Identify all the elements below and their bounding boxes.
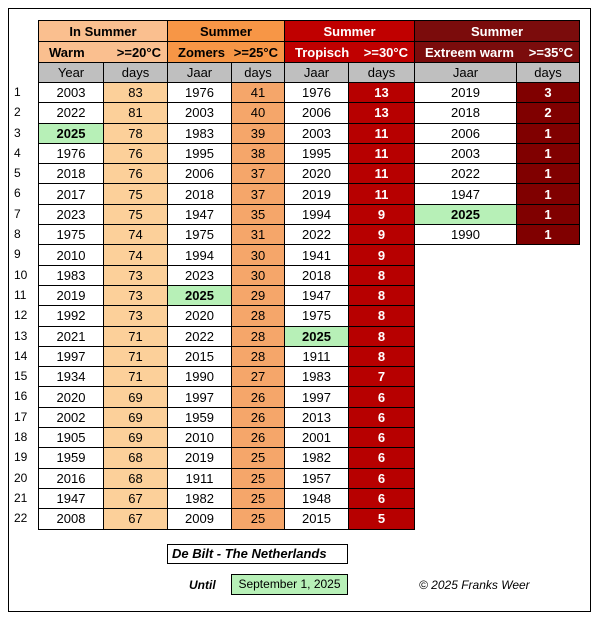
year-cell: 1975 bbox=[285, 306, 349, 326]
days-cell: 6 bbox=[349, 488, 415, 508]
table-row bbox=[39, 123, 168, 143]
days-cell: 2 bbox=[517, 103, 580, 123]
year-cell: 2019 bbox=[285, 184, 349, 204]
days-cell: 69 bbox=[104, 407, 168, 427]
subtitle-threshold: >=35°C bbox=[528, 44, 573, 60]
table-row bbox=[39, 346, 168, 366]
year-cell: 2022 bbox=[415, 164, 517, 184]
days-cell: 71 bbox=[104, 326, 168, 346]
table-row bbox=[285, 164, 415, 184]
days-cell: 40 bbox=[232, 103, 285, 123]
table-row bbox=[39, 204, 168, 224]
year-cell: 2003 bbox=[285, 123, 349, 143]
subtitle-left: Tropisch bbox=[295, 44, 350, 60]
year-cell: 2020 bbox=[39, 387, 104, 407]
table-row bbox=[285, 326, 415, 346]
year-cell: 1994 bbox=[285, 204, 349, 224]
year-cell: 1983 bbox=[168, 123, 232, 143]
column-header-year: Jaar bbox=[285, 63, 349, 83]
table-row bbox=[285, 245, 415, 265]
days-cell: 73 bbox=[104, 306, 168, 326]
column-header-year: Year bbox=[39, 63, 104, 83]
year-cell: 2020 bbox=[168, 306, 232, 326]
days-cell: 39 bbox=[232, 123, 285, 143]
table-subtitle bbox=[285, 42, 415, 63]
days-cell: 6 bbox=[349, 428, 415, 448]
row-number: 19 bbox=[14, 450, 28, 465]
table-row bbox=[39, 407, 168, 427]
days-cell: 8 bbox=[349, 265, 415, 285]
row-number: 16 bbox=[14, 389, 28, 404]
table-row bbox=[168, 407, 285, 427]
year-cell: 1948 bbox=[285, 488, 349, 508]
row-number: 7 bbox=[14, 206, 21, 221]
days-cell: 83 bbox=[104, 83, 168, 103]
table-row bbox=[285, 306, 415, 326]
row-number: 22 bbox=[14, 511, 28, 526]
days-cell: 5 bbox=[349, 509, 415, 529]
year-cell: 1947 bbox=[168, 204, 232, 224]
table-row bbox=[168, 184, 285, 204]
table-row bbox=[168, 123, 285, 143]
days-cell: 71 bbox=[104, 346, 168, 366]
year-cell: 1990 bbox=[168, 367, 232, 387]
days-cell: 81 bbox=[104, 103, 168, 123]
year-cell: 2018 bbox=[285, 265, 349, 285]
table-row bbox=[39, 387, 168, 407]
days-cell: 1 bbox=[517, 143, 580, 163]
subtitle-threshold: >=30°C bbox=[363, 44, 408, 60]
table-row bbox=[285, 407, 415, 427]
table-row bbox=[168, 326, 285, 346]
table-row bbox=[285, 387, 415, 407]
row-number: 4 bbox=[14, 145, 21, 160]
days-cell: 1 bbox=[517, 123, 580, 143]
year-cell: 2015 bbox=[168, 346, 232, 366]
year-cell: 1997 bbox=[285, 387, 349, 407]
table-row bbox=[285, 225, 415, 245]
table-row bbox=[39, 143, 168, 163]
days-cell: 11 bbox=[349, 164, 415, 184]
table-subtitle bbox=[168, 42, 285, 63]
days-cell: 9 bbox=[349, 245, 415, 265]
year-cell: 2025 bbox=[39, 123, 104, 143]
year-cell: 1997 bbox=[168, 387, 232, 407]
until-label: Until bbox=[189, 578, 216, 592]
days-cell: 78 bbox=[104, 123, 168, 143]
days-cell: 8 bbox=[349, 306, 415, 326]
row-number: 12 bbox=[14, 308, 28, 323]
table-row bbox=[415, 143, 580, 163]
year-cell: 2021 bbox=[39, 326, 104, 346]
column-header-days: days bbox=[104, 63, 168, 83]
days-cell: 25 bbox=[232, 509, 285, 529]
days-cell: 28 bbox=[232, 326, 285, 346]
days-cell: 68 bbox=[104, 448, 168, 468]
days-cell: 11 bbox=[349, 184, 415, 204]
year-cell: 1959 bbox=[39, 448, 104, 468]
table-row bbox=[285, 83, 415, 103]
table-row bbox=[168, 204, 285, 224]
table-row bbox=[168, 346, 285, 366]
days-cell: 25 bbox=[232, 468, 285, 488]
row-number: 3 bbox=[14, 125, 21, 140]
year-cell: 2010 bbox=[39, 245, 104, 265]
row-number: 14 bbox=[14, 348, 28, 363]
row-number: 8 bbox=[14, 227, 21, 242]
days-cell: 73 bbox=[104, 285, 168, 305]
year-cell: 2025 bbox=[285, 326, 349, 346]
days-cell: 69 bbox=[104, 387, 168, 407]
days-cell: 67 bbox=[104, 488, 168, 508]
days-cell: 37 bbox=[232, 184, 285, 204]
table-row bbox=[285, 265, 415, 285]
table-row bbox=[39, 225, 168, 245]
days-cell: 68 bbox=[104, 468, 168, 488]
table-title: In Summer bbox=[39, 21, 168, 42]
table-row bbox=[415, 184, 580, 204]
days-cell: 29 bbox=[232, 285, 285, 305]
row-number: 13 bbox=[14, 328, 28, 343]
days-cell: 26 bbox=[232, 428, 285, 448]
year-cell: 1911 bbox=[285, 346, 349, 366]
table-row bbox=[39, 83, 168, 103]
days-cell: 25 bbox=[232, 488, 285, 508]
row-number: 21 bbox=[14, 490, 28, 505]
year-cell: 2013 bbox=[285, 407, 349, 427]
year-cell: 1934 bbox=[39, 367, 104, 387]
table-row bbox=[168, 164, 285, 184]
days-cell: 13 bbox=[349, 83, 415, 103]
days-cell: 9 bbox=[349, 225, 415, 245]
days-cell: 11 bbox=[349, 143, 415, 163]
days-cell: 30 bbox=[232, 245, 285, 265]
table-row bbox=[415, 204, 580, 224]
year-cell: 1976 bbox=[285, 83, 349, 103]
days-cell: 69 bbox=[104, 428, 168, 448]
table-row bbox=[285, 346, 415, 366]
table-title: Summer bbox=[168, 21, 285, 42]
days-cell: 30 bbox=[232, 265, 285, 285]
year-cell: 2023 bbox=[168, 265, 232, 285]
table-tropisch bbox=[284, 20, 415, 530]
table-row bbox=[285, 143, 415, 163]
table-row bbox=[168, 488, 285, 508]
table-row bbox=[39, 367, 168, 387]
year-cell: 1957 bbox=[285, 468, 349, 488]
location-label: De Bilt - The Netherlands bbox=[167, 544, 348, 564]
row-number-column bbox=[14, 82, 36, 529]
year-cell: 2017 bbox=[39, 184, 104, 204]
days-cell: 7 bbox=[349, 367, 415, 387]
days-cell: 28 bbox=[232, 346, 285, 366]
table-row bbox=[39, 488, 168, 508]
days-cell: 9 bbox=[349, 204, 415, 224]
year-cell: 2006 bbox=[168, 164, 232, 184]
year-cell: 2015 bbox=[285, 509, 349, 529]
days-cell: 74 bbox=[104, 245, 168, 265]
row-number: 17 bbox=[14, 409, 28, 424]
table-row bbox=[168, 225, 285, 245]
subtitle-left: Extreem warm bbox=[425, 44, 514, 60]
year-cell: 2003 bbox=[415, 143, 517, 163]
year-cell: 2002 bbox=[39, 407, 104, 427]
table-row bbox=[39, 103, 168, 123]
column-header-days: days bbox=[232, 63, 285, 83]
table-row bbox=[285, 448, 415, 468]
table-row bbox=[168, 387, 285, 407]
days-cell: 25 bbox=[232, 448, 285, 468]
date-cell: September 1, 2025 bbox=[231, 574, 348, 595]
year-cell: 2023 bbox=[39, 204, 104, 224]
year-cell: 1992 bbox=[39, 306, 104, 326]
days-cell: 76 bbox=[104, 164, 168, 184]
table-row bbox=[168, 265, 285, 285]
row-number: 9 bbox=[14, 247, 21, 262]
days-cell: 1 bbox=[517, 164, 580, 184]
year-cell: 2006 bbox=[415, 123, 517, 143]
table-row bbox=[39, 509, 168, 529]
year-cell: 1911 bbox=[168, 468, 232, 488]
year-cell: 1976 bbox=[168, 83, 232, 103]
table-row bbox=[168, 245, 285, 265]
year-cell: 2020 bbox=[285, 164, 349, 184]
year-cell: 1976 bbox=[39, 143, 104, 163]
days-cell: 6 bbox=[349, 468, 415, 488]
table-row bbox=[285, 509, 415, 529]
row-number: 15 bbox=[14, 369, 28, 384]
table-row bbox=[168, 103, 285, 123]
table-extreem-warm bbox=[414, 20, 580, 245]
subtitle-threshold: >=25°C bbox=[233, 44, 278, 60]
days-cell: 26 bbox=[232, 407, 285, 427]
table-row bbox=[39, 448, 168, 468]
days-cell: 31 bbox=[232, 225, 285, 245]
year-cell: 1947 bbox=[285, 285, 349, 305]
days-cell: 26 bbox=[232, 387, 285, 407]
row-number: 1 bbox=[14, 85, 21, 99]
year-cell: 1947 bbox=[415, 184, 517, 204]
table-row bbox=[39, 285, 168, 305]
table-row bbox=[39, 265, 168, 285]
year-cell: 1982 bbox=[168, 488, 232, 508]
year-cell: 2009 bbox=[168, 509, 232, 529]
table-row bbox=[39, 428, 168, 448]
table-row bbox=[285, 468, 415, 488]
days-cell: 1 bbox=[517, 204, 580, 224]
days-cell: 35 bbox=[232, 204, 285, 224]
table-row bbox=[285, 103, 415, 123]
subtitle-left: Zomers bbox=[178, 44, 225, 60]
days-cell: 13 bbox=[349, 103, 415, 123]
table-row bbox=[168, 285, 285, 305]
row-number: 6 bbox=[14, 186, 21, 201]
year-cell: 1983 bbox=[39, 265, 104, 285]
year-cell: 2001 bbox=[285, 428, 349, 448]
table-row bbox=[39, 326, 168, 346]
year-cell: 1995 bbox=[168, 143, 232, 163]
year-cell: 2022 bbox=[285, 225, 349, 245]
row-number: 10 bbox=[14, 267, 28, 282]
days-cell: 75 bbox=[104, 184, 168, 204]
year-cell: 2003 bbox=[168, 103, 232, 123]
year-cell: 1947 bbox=[39, 488, 104, 508]
year-cell: 2006 bbox=[285, 103, 349, 123]
subtitle-left: Warm bbox=[49, 44, 85, 60]
table-row bbox=[285, 285, 415, 305]
days-cell: 67 bbox=[104, 509, 168, 529]
table-row bbox=[415, 103, 580, 123]
column-header-year: Jaar bbox=[415, 63, 517, 83]
table-warm bbox=[38, 20, 168, 530]
year-cell: 1975 bbox=[168, 225, 232, 245]
days-cell: 73 bbox=[104, 265, 168, 285]
days-cell: 27 bbox=[232, 367, 285, 387]
days-cell: 38 bbox=[232, 143, 285, 163]
table-zomers bbox=[167, 20, 285, 530]
table-row bbox=[39, 245, 168, 265]
table-row bbox=[39, 306, 168, 326]
days-cell: 8 bbox=[349, 285, 415, 305]
table-row bbox=[39, 184, 168, 204]
days-cell: 76 bbox=[104, 143, 168, 163]
days-cell: 74 bbox=[104, 225, 168, 245]
days-cell: 71 bbox=[104, 367, 168, 387]
days-cell: 1 bbox=[517, 225, 580, 245]
year-cell: 1959 bbox=[168, 407, 232, 427]
days-cell: 75 bbox=[104, 204, 168, 224]
row-number: 11 bbox=[14, 287, 27, 302]
year-cell: 2003 bbox=[39, 83, 104, 103]
days-cell: 8 bbox=[349, 326, 415, 346]
year-cell: 1997 bbox=[39, 346, 104, 366]
days-cell: 41 bbox=[232, 83, 285, 103]
table-row bbox=[168, 367, 285, 387]
year-cell: 2022 bbox=[39, 103, 104, 123]
year-cell: 1983 bbox=[285, 367, 349, 387]
table-row bbox=[285, 428, 415, 448]
table-row bbox=[415, 164, 580, 184]
year-cell: 1941 bbox=[285, 245, 349, 265]
table-row bbox=[168, 428, 285, 448]
table-title: Summer bbox=[415, 21, 580, 42]
year-cell: 1975 bbox=[39, 225, 104, 245]
table-row bbox=[285, 123, 415, 143]
column-header-year: Jaar bbox=[168, 63, 232, 83]
days-cell: 11 bbox=[349, 123, 415, 143]
year-cell: 2016 bbox=[39, 468, 104, 488]
column-header-days: days bbox=[517, 63, 580, 83]
row-number: 5 bbox=[14, 166, 21, 181]
year-cell: 2008 bbox=[39, 509, 104, 529]
table-row bbox=[415, 83, 580, 103]
year-cell: 2018 bbox=[168, 184, 232, 204]
year-cell: 2019 bbox=[39, 285, 104, 305]
days-cell: 8 bbox=[349, 346, 415, 366]
year-cell: 1905 bbox=[39, 428, 104, 448]
table-subtitle bbox=[39, 42, 168, 63]
year-cell: 2019 bbox=[168, 448, 232, 468]
column-header-days: days bbox=[349, 63, 415, 83]
days-cell: 6 bbox=[349, 448, 415, 468]
year-cell: 1995 bbox=[285, 143, 349, 163]
days-cell: 37 bbox=[232, 164, 285, 184]
year-cell: 2010 bbox=[168, 428, 232, 448]
table-row bbox=[168, 306, 285, 326]
row-number: 2 bbox=[14, 105, 21, 120]
year-cell: 2019 bbox=[415, 83, 517, 103]
subtitle-threshold: >=20°C bbox=[116, 44, 161, 60]
days-cell: 3 bbox=[517, 83, 580, 103]
days-cell: 28 bbox=[232, 306, 285, 326]
year-cell: 1994 bbox=[168, 245, 232, 265]
days-cell: 6 bbox=[349, 387, 415, 407]
year-cell: 2025 bbox=[415, 204, 517, 224]
row-number: 18 bbox=[14, 430, 28, 445]
table-row bbox=[285, 488, 415, 508]
row-number: 20 bbox=[14, 470, 28, 485]
year-cell: 2025 bbox=[168, 285, 232, 305]
table-row bbox=[168, 83, 285, 103]
table-row bbox=[168, 448, 285, 468]
table-row bbox=[285, 367, 415, 387]
year-cell: 2018 bbox=[415, 103, 517, 123]
year-cell: 1982 bbox=[285, 448, 349, 468]
days-cell: 6 bbox=[349, 407, 415, 427]
year-cell: 2022 bbox=[168, 326, 232, 346]
table-title: Summer bbox=[285, 21, 415, 42]
table-row bbox=[415, 225, 580, 245]
table-row bbox=[168, 509, 285, 529]
days-cell: 1 bbox=[517, 184, 580, 204]
year-cell: 2018 bbox=[39, 164, 104, 184]
copyright-label: © 2025 Franks Weer bbox=[419, 578, 530, 592]
table-row bbox=[415, 123, 580, 143]
table-row bbox=[39, 164, 168, 184]
year-cell: 1990 bbox=[415, 225, 517, 245]
table-subtitle bbox=[415, 42, 580, 63]
table-row bbox=[168, 143, 285, 163]
table-row bbox=[39, 468, 168, 488]
table-row bbox=[285, 204, 415, 224]
table-row bbox=[285, 184, 415, 204]
table-row bbox=[168, 468, 285, 488]
